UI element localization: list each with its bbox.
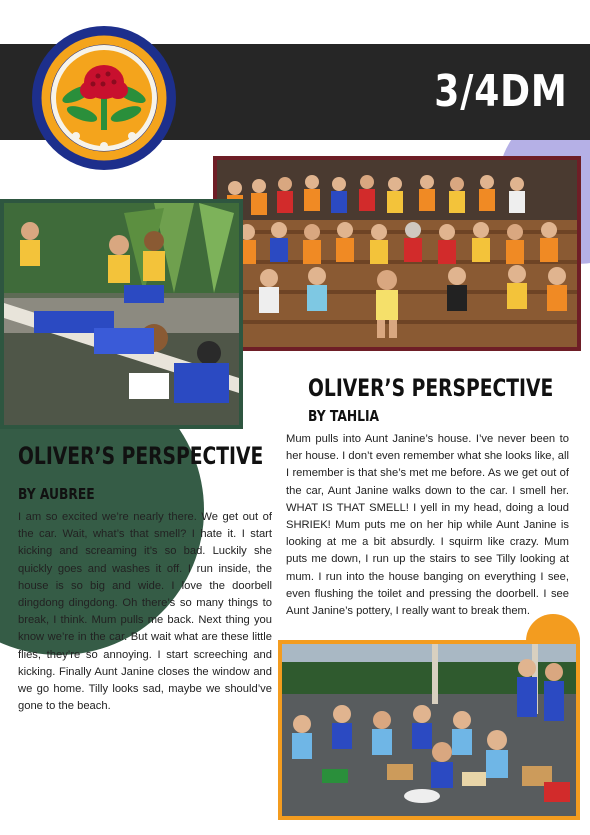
- story-title-tahlia: OLIVER’S PERSPECTIVE: [308, 374, 554, 402]
- story-title-aubree: OLIVER’S PERSPECTIVE: [18, 442, 264, 470]
- class-title: 3/4DM: [434, 66, 568, 117]
- students-writing-photo: [0, 199, 243, 429]
- story-text-tahlia: Mum pulls into Aunt Janine’s house. I’ve never been to her house. I don’t even remember what she looks like, all I remember is that she’s met me before. As we get out of the car, Aunt Janine walks down to the car. I smell her. WHAT IS THAT SMELL! I yell in my head, doing a loud SHRIEK! Mum puts me on her hip while Aunt Janine is looking at me a bit absurdly. I squirm like crazy. Mum puts me down, I run up the stairs to see Tilly looking at mum. I run into the house banging on everything I see, even flushing the toilet and pressing the doorbell. I see Aunt Janine’s pottery, I really want to break them.: [286, 433, 569, 618]
- waratah-emblem-logo: [30, 24, 178, 172]
- story-text-aubree: I am so excited we’re nearly there. We get out of the car. Wait, what’s that smell? I hate it. I start kicking and screaming it’s so bad. Luckily she quickly goes and washes it off. I run inside, the house is so big and wide. I love the doorbell dingdong dingdong. Oh there’s so many things to break, I think. Mum pulls me back. Next thing you know we’re in the car. But wait what are these little flies, they’re so annoying. I start screeching and kicking. Finally Aunt Janine closes the window and we go home. Tilly looks sad, maybe we should’ve gone to the beach.: [18, 511, 272, 713]
- story-author-aubree: BY AUBREE: [18, 485, 95, 503]
- class-group-photo: [213, 156, 581, 351]
- outdoor-activity-photo: [278, 640, 580, 820]
- story-author-tahlia: BY TAHLIA: [308, 407, 380, 425]
